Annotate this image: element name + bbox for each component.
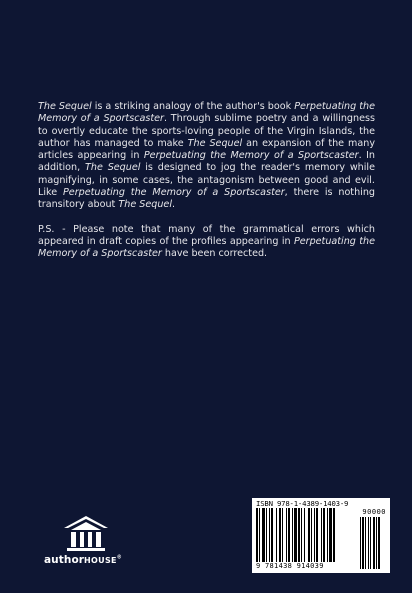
text-run: have been corrected.	[161, 248, 268, 260]
text-run: .	[172, 199, 176, 211]
text-run: is designed to jog the reader's memory while magnifying, in some cases, the antagonism between good and evil. Like	[38, 162, 375, 199]
isbn-label: ISBN 978-1-4389-1403-9	[256, 499, 349, 508]
text-run: , there is nothing transitory about	[38, 187, 375, 211]
price-code: 90000	[362, 508, 386, 516]
text-run: . In addition,	[38, 150, 376, 174]
italic-title: Perpetuating the Memory of a Sportscaster	[38, 101, 375, 125]
blurb-paragraph-2	[38, 224, 375, 261]
text-run: . Through sublime poetry and a willingness to overtly educate the sports-loving people of the Virgin Islands, the author has managed to make	[38, 113, 375, 149]
italic-title: The Sequel	[118, 199, 172, 211]
publisher-name-house: HOUSE	[84, 556, 117, 565]
italic-title: The Sequel	[85, 162, 141, 174]
publisher-logo	[44, 514, 130, 570]
italic-title: Perpetuating the Memory of a Sportscaster	[63, 187, 285, 199]
publisher-name	[44, 554, 134, 566]
italic-title: Perpetuating the Memory of a Sportscaster	[143, 150, 359, 162]
blurb-text	[38, 101, 375, 273]
text-run: P.S. - Please note that many of the grammatical errors which appeared in draft copies of the profiles appearing in	[38, 223, 375, 247]
trademark-symbol: ®	[116, 554, 122, 561]
barcode-digits: 9 781438 914039	[256, 562, 324, 570]
publisher-name-author: author	[44, 554, 85, 566]
italic-title: The Sequel	[38, 101, 92, 112]
italic-title: Perpetuating the Memory of a Sportscaster	[38, 235, 375, 260]
text-run: is a striking analogy of the author's book	[91, 101, 295, 112]
italic-title: The Sequel	[187, 137, 243, 149]
text-run: an expansion of the many articles appearing in	[38, 137, 376, 162]
house-building-icon	[61, 514, 111, 552]
blurb-paragraph-1	[38, 101, 375, 212]
isbn-barcode	[252, 498, 390, 573]
